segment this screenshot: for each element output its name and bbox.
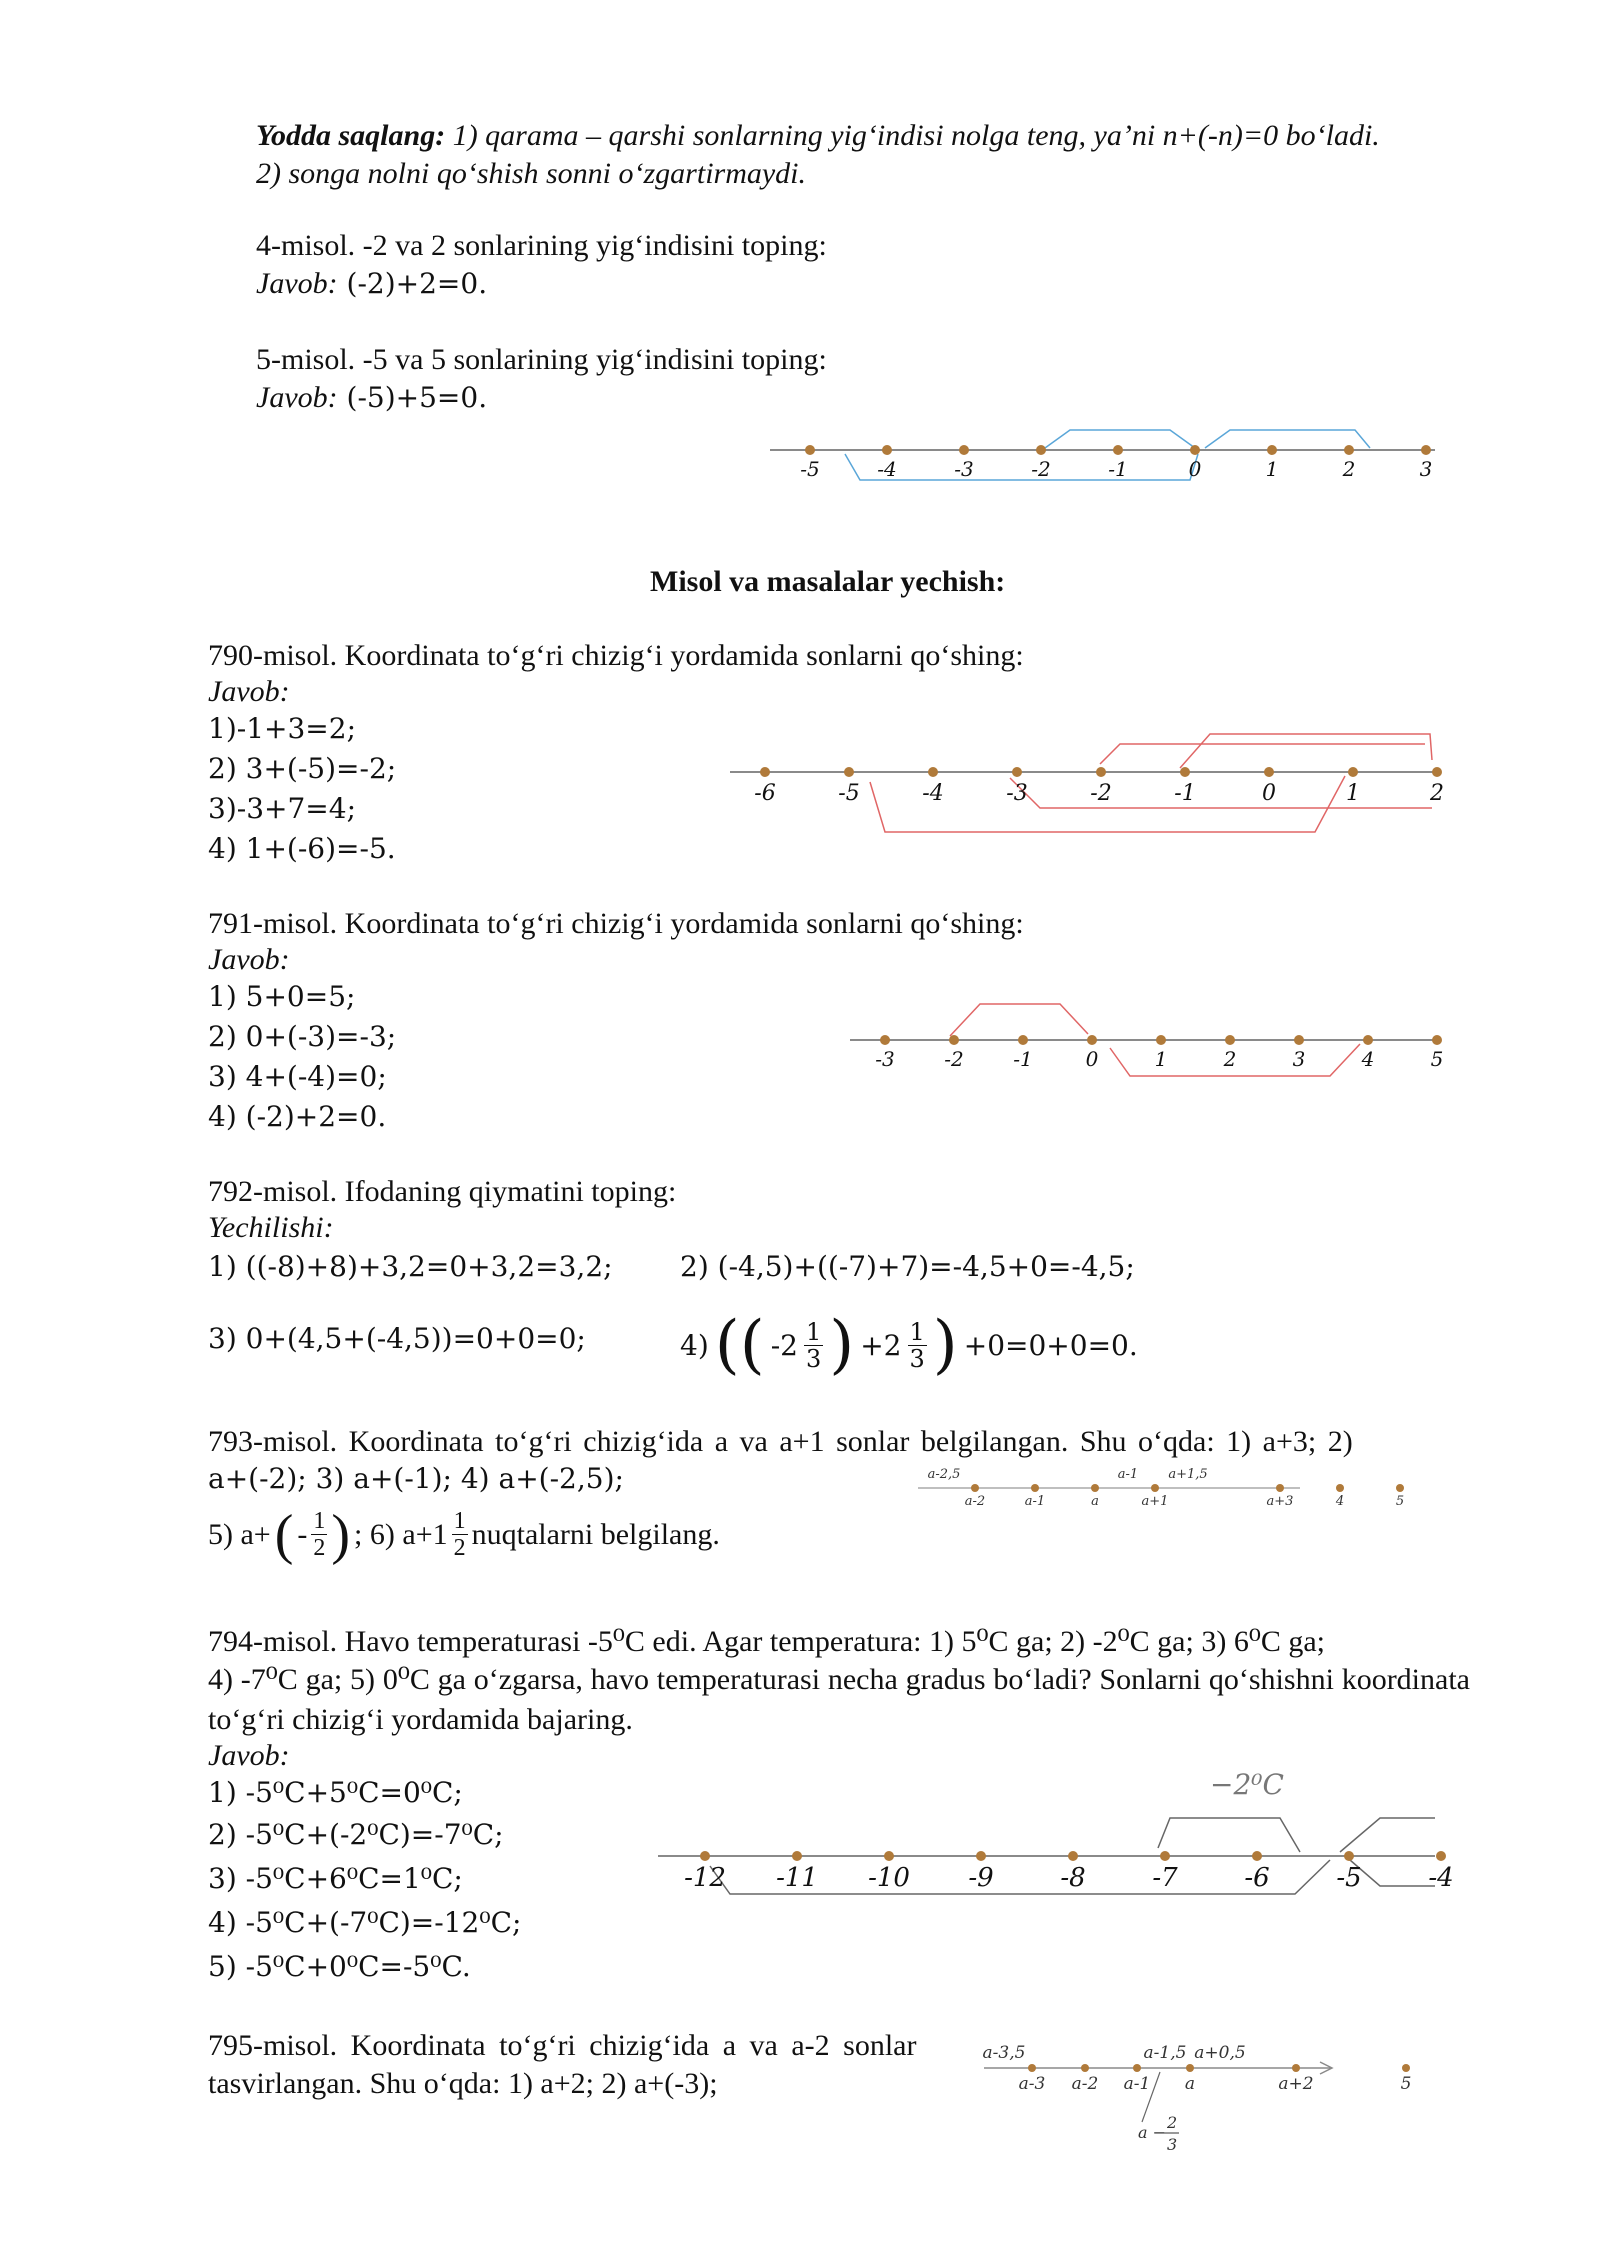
p792-item3: 3) 0+(4,5+(-4,5))=0+0=0; [208, 1322, 586, 1355]
fraction [452, 1508, 468, 1561]
tick-dot [1432, 767, 1442, 777]
p795-line2: tasvirlangan. Shu o‘qda: 1) a+2; 2) a+(-3); [208, 2067, 718, 2100]
axis-dot [1081, 2064, 1089, 2072]
p791-answer-label: Javob: [208, 943, 290, 976]
axis-dot [1133, 2064, 1141, 2072]
tick-label: -4 [1428, 1863, 1454, 1893]
tick-label: 2 [1430, 781, 1444, 806]
axis-bottom-label: a-2 [1071, 2074, 1099, 2094]
arrow-neg2-to-0 [1045, 430, 1195, 448]
tick-dot [1421, 445, 1431, 455]
tick-label: -2 [944, 1047, 964, 1071]
fraction [804, 1319, 823, 1372]
tick-dot [1113, 445, 1123, 455]
p790-title: 790-misol. Koordinata to‘g‘ri chizig‘i yordamida sonlarni qo‘shing: [208, 639, 1024, 672]
p794-item: 3) -5⁰C+6⁰C=1⁰C; [208, 1862, 463, 1895]
tick-label: -5 [800, 457, 820, 481]
tick-dot [1348, 767, 1358, 777]
tick-label: -1 [1013, 1047, 1033, 1071]
tick-dot [1096, 767, 1106, 777]
tick-dot [1252, 1851, 1262, 1861]
tick-label: 0 [1262, 781, 1276, 806]
fraction-numerator: 1 [805, 1317, 822, 1346]
tick-dot [1190, 445, 1200, 455]
frac-label-num: 2 [1167, 2113, 1178, 2132]
tick-label: 1 [1154, 1047, 1168, 1071]
tick-dot [1018, 1035, 1028, 1045]
tick-dot [1363, 1035, 1373, 1045]
p793-line2: a+(-2); 3) a+(-1); 4) a+(-2,5); [208, 1462, 624, 1495]
fraction-denominator: 3 [805, 1344, 822, 1373]
axis-top-label: a+0,5 [1194, 2043, 1246, 2063]
tick-dot [1180, 767, 1190, 777]
axis-bottom-label: a+3 [1266, 1494, 1294, 1509]
p794-item: 2) -5⁰C+(-2⁰C)=-7⁰C; [208, 1818, 504, 1851]
example5-title: 5-misol. -5 va 5 sonlarining yig‘indisini toping: [256, 343, 827, 376]
tick-label: -11 [776, 1863, 818, 1893]
minus-sign: - [297, 1517, 308, 1551]
arrow-neg5-plus-neg2 [1158, 1818, 1300, 1852]
p792-item2: 2) (-4,5)+((-7)+7)=-4,5+0=-4,5; [680, 1250, 1135, 1283]
p791-item: 1) 5+0=5; [208, 980, 356, 1013]
tick-dot [1012, 767, 1022, 777]
p792-item4 [680, 1300, 1138, 1390]
tick-label: -4 [922, 781, 944, 806]
answer-expression: (-2)+2=0. [337, 267, 488, 300]
axis-dot [1031, 1484, 1039, 1492]
p792-item1: 1) ((-8)+8)+3,2=0+3,2=3,2; [208, 1250, 613, 1283]
tick-dot [1436, 1851, 1446, 1861]
tick-label: 3 [1292, 1047, 1306, 1071]
axis-top-label: a-3,5 [982, 2043, 1026, 2063]
remember-line1: 1) qarama – qarshi sonlarning yig‘indisi nolga teng, ya’ni n+(-n)=0 bo‘ladi. [445, 119, 1380, 152]
p793-line1: 793-misol. Koordinata to‘g‘ri chizig‘ida a va a+1 sonlar belgilangan. Shu o‘qda: 1) a+3; 2) [208, 1425, 1353, 1458]
number-line-example5 [760, 410, 1440, 490]
tick-dot [884, 1851, 894, 1861]
minus-two-degrees-annotation: −2⁰C [1210, 1768, 1284, 1801]
axis-dot [1151, 1484, 1159, 1492]
fraction-denominator: 2 [453, 1535, 466, 1561]
tick-dot [700, 1851, 710, 1861]
tick-label: -5 [1336, 1863, 1362, 1893]
ticks [684, 1851, 1454, 1893]
axis-795 [980, 2030, 1440, 2170]
fraction-numerator: 1 [313, 1508, 326, 1534]
tick-label: 3 [1419, 457, 1433, 481]
tick-label: 1 [1265, 457, 1279, 481]
axis-bottom-label: a [1184, 2074, 1196, 2094]
tick-label: -6 [1244, 1863, 1270, 1893]
tick-label: -6 [754, 781, 776, 806]
tick-dot [949, 1035, 959, 1045]
axis-bottom-label: a+1 [1141, 1494, 1169, 1509]
tick-dot [959, 445, 969, 455]
arrow-neg5-down [1350, 1860, 1435, 1886]
tick-label: -7 [1152, 1863, 1178, 1893]
tick-dot [1036, 445, 1046, 455]
axis-bottom-label: 5 [1395, 1494, 1405, 1509]
arrow-neg1-plus3 [1180, 734, 1432, 768]
example4-answer [256, 264, 487, 304]
remember-label: Yodda saqlang: [256, 119, 446, 152]
fraction [311, 1508, 327, 1561]
axis-dot [1292, 2064, 1300, 2072]
p792-solution-label: Yechilishi: [208, 1211, 334, 1244]
tick-label: 1 [1346, 781, 1360, 806]
axis-bottom-label: a-2 [964, 1494, 986, 1509]
arrow-0-to-2 [1205, 430, 1370, 448]
axis-bottom-label: a [1091, 1494, 1099, 1509]
p791-item: 3) 4+(-4)=0; [208, 1060, 387, 1093]
tick-dot [1267, 445, 1277, 455]
p793-line3 [208, 1503, 720, 1566]
tick-dot [1264, 767, 1274, 777]
tick-label: 0 [1085, 1047, 1099, 1071]
p794-item: 4) -5⁰C+(-7⁰C)=-12⁰C; [208, 1906, 522, 1939]
fraction-numerator: 1 [453, 1508, 466, 1534]
paren-close: ) [829, 1308, 855, 1382]
answer-expression: (-5)+5=0. [337, 381, 488, 414]
paren-open: ( [274, 1503, 294, 1566]
tick-label: -5 [838, 781, 860, 806]
remember-note [256, 116, 1380, 156]
axis-dot [1396, 1484, 1404, 1492]
number-line-791 [840, 990, 1444, 1090]
tick-label: -8 [1060, 1863, 1086, 1893]
tick-dot [792, 1851, 802, 1861]
tick-label: -3 [875, 1047, 895, 1071]
tick-label: 5 [1430, 1047, 1444, 1071]
arrow-neg3-plus7 [1010, 778, 1432, 808]
tick-dot [1432, 1035, 1442, 1045]
p790-answer-label: Javob: [208, 675, 290, 708]
axis-dot [1186, 2064, 1194, 2072]
p791-item: 2) 0+(-3)=-3; [208, 1020, 397, 1053]
tick-dot [1344, 445, 1354, 455]
fraction [908, 1319, 927, 1372]
line3-mid: ; 6) a+1 [354, 1517, 448, 1551]
line3-prefix: 5) a+ [208, 1517, 271, 1551]
axis-top-label: a-1,5 [1143, 2043, 1187, 2063]
remember-line2: 2) songa nolni qo‘shish sonni o‘zgartirmaydi. [256, 157, 807, 190]
tick-label: -9 [968, 1863, 994, 1893]
axis-top-label: a+1,5 [1168, 1467, 1208, 1482]
answer-label: Javob: [256, 267, 338, 300]
tick-dot [928, 767, 938, 777]
axis-bottom-label: 4 [1335, 1494, 1345, 1509]
tick-label: -12 [684, 1863, 726, 1893]
axis-bottom-label: a-1 [1123, 2074, 1151, 2094]
p790-item: 1)-1+3=2; [208, 712, 356, 745]
tick-label: -2 [1090, 781, 1112, 806]
tick-label: -3 [1006, 781, 1028, 806]
arrow-neg5-plus5-up [1340, 1818, 1435, 1852]
tick-label: 0 [1188, 457, 1202, 481]
p795-line1: 795-misol. Koordinata to‘g‘ri chizig‘ida a va a-2 sonlar [208, 2029, 917, 2062]
axis-dot [971, 1484, 979, 1492]
axis-dot [1028, 2064, 1036, 2072]
tick-label: -3 [954, 457, 974, 481]
tick-label: 4 [1361, 1047, 1375, 1071]
tick-dot [1294, 1035, 1304, 1045]
tick-dot [844, 767, 854, 777]
axis-dot [1091, 1484, 1099, 1492]
plus-two: +2 [860, 1328, 902, 1362]
axis-dot [1402, 2064, 1410, 2072]
axis-top-label: a-1 [1117, 1467, 1139, 1482]
p792-title: 792-misol. Ifodaning qiymatini toping: [208, 1175, 677, 1208]
axis-bottom-label: a-3 [1018, 2074, 1046, 2094]
tick-dot [882, 445, 892, 455]
tick-dot [1344, 1851, 1354, 1861]
p794-item: 5) -5⁰C+0⁰C=-5⁰C. [208, 1950, 471, 1983]
item4-suffix: +0=0+0=0. [963, 1328, 1138, 1362]
tick-label: -2 [1031, 457, 1051, 481]
section-title: Misol va masalalar yechish: [650, 565, 1006, 598]
p794-answer-label: Javob: [208, 1739, 290, 1772]
example5-answer [256, 378, 487, 418]
tick-dot [976, 1851, 986, 1861]
p791-item: 4) (-2)+2=0. [208, 1100, 387, 1133]
axis-top-label: a-2,5 [927, 1467, 961, 1482]
axis-bottom-label: a+2 [1278, 2074, 1314, 2094]
paren-close: ) [331, 1503, 351, 1566]
tick-dot [1160, 1851, 1170, 1861]
tick-label: -1 [1174, 781, 1196, 806]
fraction-denominator: 3 [909, 1344, 925, 1373]
tick-label: -10 [868, 1863, 910, 1893]
fraction-denominator: 2 [313, 1535, 326, 1561]
tick-label: -4 [877, 457, 897, 481]
example4-title: 4-misol. -2 va 2 sonlarining yig‘indisini toping: [256, 229, 827, 262]
arrow-0-minus3 [950, 1004, 1088, 1036]
tick-dot [880, 1035, 890, 1045]
big-paren-open: (( [714, 1308, 765, 1382]
line3-suffix: nuqtalarni belgilang. [471, 1517, 720, 1551]
tick-dot [760, 767, 770, 777]
tick-label: -1 [1108, 457, 1128, 481]
axis-dot [1276, 1484, 1284, 1492]
axis-dot [1336, 1484, 1344, 1492]
tick-dot [1087, 1035, 1097, 1045]
p791-title: 791-misol. Koordinata to‘g‘ri chizig‘i yordamida sonlarni qo‘shing: [208, 907, 1024, 940]
answer-label: Javob: [256, 381, 338, 414]
arrow-3-minus5 [1100, 744, 1425, 764]
minus-two: -2 [770, 1328, 798, 1362]
tick-dot [1225, 1035, 1235, 1045]
number-line-794 [650, 1768, 1454, 1900]
p790-item: 4) 1+(-6)=-5. [208, 832, 396, 865]
p790-item: 2) 3+(-5)=-2; [208, 752, 397, 785]
tick-label: 2 [1342, 457, 1356, 481]
p794-item: 1) -5⁰C+5⁰C=0⁰C; [208, 1776, 463, 1809]
arrow-neg5-to-0 [845, 454, 1198, 480]
frac-label-den: 3 [1167, 2135, 1178, 2154]
frac-label-prefix: a − [1138, 2123, 1167, 2142]
number-line-790 [720, 720, 1444, 840]
tick-dot [1068, 1851, 1078, 1861]
item4-prefix: 4) [680, 1328, 709, 1362]
axis-bottom-label: a-1 [1024, 1494, 1046, 1509]
tick-dot [1156, 1035, 1166, 1045]
fraction-numerator: 1 [909, 1317, 925, 1346]
p794-line2: 4) -7⁰C ga; 5) 0⁰C ga o‘zgarsa, havo temperaturasi necha gradus bo‘ladi? Sonlarni qo‘shishni koordinata to‘g‘ri chizig‘i yordamida bajaring. [208, 1663, 1470, 1736]
tick-dot [805, 445, 815, 455]
tick-label: 2 [1223, 1047, 1237, 1071]
p790-item: 3)-3+7=4; [208, 792, 356, 825]
big-paren-close: ) [932, 1308, 958, 1382]
axis-793 [910, 1462, 1430, 1512]
axis-bottom-label: 5 [1400, 2074, 1412, 2094]
p794-line1: 794-misol. Havo temperaturasi -5⁰C edi. Agar temperatura: 1) 5⁰C ga; 2) -2⁰C ga; 3) 6⁰C ga; [208, 1625, 1326, 1658]
